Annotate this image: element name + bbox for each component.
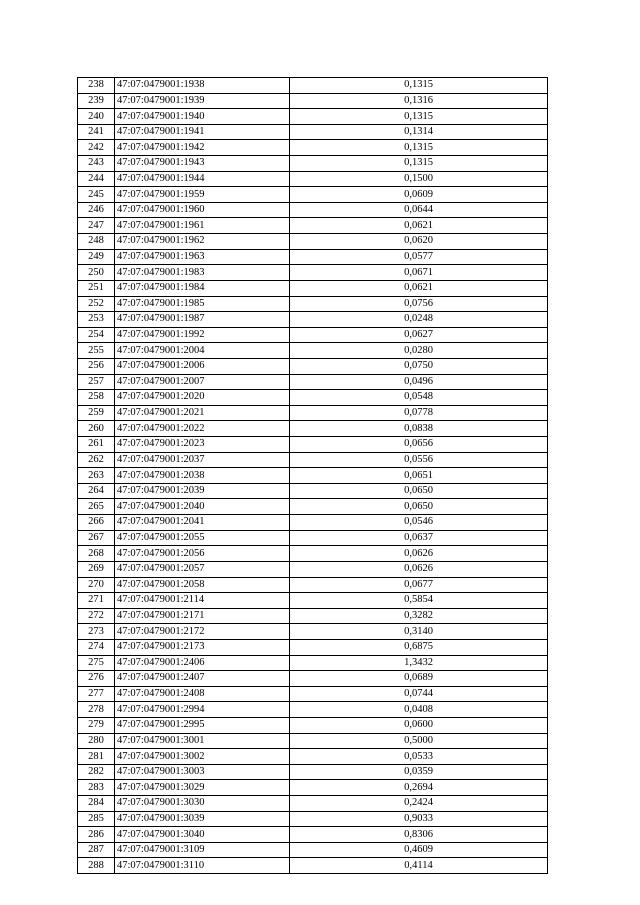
table-row — [78, 249, 548, 265]
row-number-cell: 243 — [78, 156, 115, 172]
cadastral-number-cell: 47:07:0479001:2057 — [115, 561, 290, 577]
table-row — [78, 593, 548, 609]
cadastral-number-cell: 47:07:0479001:1959 — [115, 187, 290, 203]
area-value-cell: 0,0621 — [290, 218, 548, 234]
table-row — [78, 624, 548, 640]
table-row — [78, 187, 548, 203]
cadastral-number-cell: 47:07:0479001:2006 — [115, 358, 290, 374]
area-value-cell: 0,0627 — [290, 327, 548, 343]
table-row — [78, 390, 548, 406]
table-row — [78, 608, 548, 624]
row-number-cell: 239 — [78, 93, 115, 109]
cadastral-number-cell: 47:07:0479001:2037 — [115, 452, 290, 468]
area-value-cell: 0,4114 — [290, 858, 548, 874]
area-value-cell: 0,1314 — [290, 124, 548, 140]
table-row — [78, 296, 548, 312]
cadastral-number-cell: 47:07:0479001:3109 — [115, 842, 290, 858]
table-row — [78, 577, 548, 593]
row-number-cell: 240 — [78, 109, 115, 125]
cadastral-number-cell: 47:07:0479001:2007 — [115, 374, 290, 390]
row-number-cell: 272 — [78, 608, 115, 624]
cadastral-number-cell: 47:07:0479001:1984 — [115, 280, 290, 296]
row-number-cell: 266 — [78, 515, 115, 531]
table-row — [78, 499, 548, 515]
table-row — [78, 842, 548, 858]
row-number-cell: 281 — [78, 749, 115, 765]
row-number-cell: 251 — [78, 280, 115, 296]
table-row — [78, 796, 548, 812]
cadastral-number-cell: 47:07:0479001:1938 — [115, 78, 290, 94]
row-number-cell: 252 — [78, 296, 115, 312]
cadastral-number-cell: 47:07:0479001:2172 — [115, 624, 290, 640]
table-row — [78, 671, 548, 687]
table-row — [78, 858, 548, 874]
table-row — [78, 764, 548, 780]
cadastral-number-cell: 47:07:0479001:3040 — [115, 827, 290, 843]
row-number-cell: 278 — [78, 702, 115, 718]
table-row — [78, 343, 548, 359]
table-row — [78, 749, 548, 765]
cadastral-number-cell: 47:07:0479001:2023 — [115, 437, 290, 453]
row-number-cell: 274 — [78, 639, 115, 655]
area-value-cell: 0,2424 — [290, 796, 548, 812]
row-number-cell: 275 — [78, 655, 115, 671]
area-value-cell: 0,6875 — [290, 639, 548, 655]
area-value-cell: 0,5854 — [290, 593, 548, 609]
table-row — [78, 717, 548, 733]
cadastral-number-cell: 47:07:0479001:1960 — [115, 202, 290, 218]
table-row — [78, 234, 548, 250]
row-number-cell: 250 — [78, 265, 115, 281]
row-number-cell: 264 — [78, 483, 115, 499]
row-number-cell: 249 — [78, 249, 115, 265]
area-value-cell: 0,1500 — [290, 171, 548, 187]
area-value-cell: 0,0750 — [290, 358, 548, 374]
cadastral-number-cell: 47:07:0479001:3030 — [115, 796, 290, 812]
area-value-cell: 0,0556 — [290, 452, 548, 468]
row-number-cell: 244 — [78, 171, 115, 187]
row-number-cell: 253 — [78, 312, 115, 328]
cadastral-number-cell: 47:07:0479001:2040 — [115, 499, 290, 515]
area-value-cell: 0,0280 — [290, 343, 548, 359]
cadastral-number-cell: 47:07:0479001:1940 — [115, 109, 290, 125]
row-number-cell: 271 — [78, 593, 115, 609]
row-number-cell: 256 — [78, 358, 115, 374]
row-number-cell: 254 — [78, 327, 115, 343]
area-value-cell: 0,0656 — [290, 437, 548, 453]
cadastral-number-cell: 47:07:0479001:1939 — [115, 93, 290, 109]
table-row — [78, 437, 548, 453]
area-value-cell: 0,1315 — [290, 140, 548, 156]
area-value-cell: 0,5000 — [290, 733, 548, 749]
row-number-cell: 238 — [78, 78, 115, 94]
row-number-cell: 262 — [78, 452, 115, 468]
table-row — [78, 452, 548, 468]
row-number-cell: 282 — [78, 764, 115, 780]
cadastral-number-cell: 47:07:0479001:1987 — [115, 312, 290, 328]
cadastral-number-cell: 47:07:0479001:3001 — [115, 733, 290, 749]
table-row — [78, 140, 548, 156]
area-value-cell: 0,1315 — [290, 78, 548, 94]
cadastral-number-cell: 47:07:0479001:3002 — [115, 749, 290, 765]
table-row — [78, 218, 548, 234]
area-value-cell: 0,0756 — [290, 296, 548, 312]
area-value-cell: 0,0744 — [290, 686, 548, 702]
area-value-cell: 0,2694 — [290, 780, 548, 796]
cadastral-number-cell: 47:07:0479001:1941 — [115, 124, 290, 140]
area-value-cell: 0,0637 — [290, 530, 548, 546]
area-value-cell: 0,0496 — [290, 374, 548, 390]
table-row — [78, 280, 548, 296]
row-number-cell: 268 — [78, 546, 115, 562]
area-value-cell: 0,0546 — [290, 515, 548, 531]
cadastral-number-cell: 47:07:0479001:2039 — [115, 483, 290, 499]
row-number-cell: 248 — [78, 234, 115, 250]
row-number-cell: 242 — [78, 140, 115, 156]
row-number-cell: 277 — [78, 686, 115, 702]
row-number-cell: 269 — [78, 561, 115, 577]
cadastral-number-cell: 47:07:0479001:2058 — [115, 577, 290, 593]
table-row — [78, 468, 548, 484]
row-number-cell: 259 — [78, 405, 115, 421]
area-value-cell: 0,0609 — [290, 187, 548, 203]
table-row — [78, 156, 548, 172]
cadastral-number-cell: 47:07:0479001:3003 — [115, 764, 290, 780]
area-value-cell: 0,9033 — [290, 811, 548, 827]
cadastral-number-cell: 47:07:0479001:1983 — [115, 265, 290, 281]
table-row — [78, 171, 548, 187]
table-row — [78, 124, 548, 140]
cadastral-number-cell: 47:07:0479001:2173 — [115, 639, 290, 655]
parcel-table — [77, 77, 548, 874]
row-number-cell: 258 — [78, 390, 115, 406]
row-number-cell: 276 — [78, 671, 115, 687]
row-number-cell: 267 — [78, 530, 115, 546]
area-value-cell: 0,0248 — [290, 312, 548, 328]
row-number-cell: 283 — [78, 780, 115, 796]
cadastral-number-cell: 47:07:0479001:1944 — [115, 171, 290, 187]
area-value-cell: 1,3432 — [290, 655, 548, 671]
cadastral-number-cell: 47:07:0479001:2995 — [115, 717, 290, 733]
area-value-cell: 0,0650 — [290, 499, 548, 515]
area-value-cell: 0,3282 — [290, 608, 548, 624]
table-row — [78, 546, 548, 562]
table-row — [78, 78, 548, 94]
row-number-cell: 255 — [78, 343, 115, 359]
table-row — [78, 686, 548, 702]
cadastral-number-cell: 47:07:0479001:1942 — [115, 140, 290, 156]
cadastral-number-cell: 47:07:0479001:3039 — [115, 811, 290, 827]
table-row — [78, 483, 548, 499]
cadastral-number-cell: 47:07:0479001:2406 — [115, 655, 290, 671]
table-row — [78, 827, 548, 843]
table-row — [78, 733, 548, 749]
table-row — [78, 374, 548, 390]
area-value-cell: 0,0651 — [290, 468, 548, 484]
row-number-cell: 241 — [78, 124, 115, 140]
row-number-cell: 261 — [78, 437, 115, 453]
parcel-table-body — [78, 78, 548, 874]
cadastral-number-cell: 47:07:0479001:2038 — [115, 468, 290, 484]
area-value-cell: 0,1316 — [290, 93, 548, 109]
row-number-cell: 263 — [78, 468, 115, 484]
area-value-cell: 0,0644 — [290, 202, 548, 218]
cadastral-number-cell: 47:07:0479001:1943 — [115, 156, 290, 172]
table-row — [78, 405, 548, 421]
area-value-cell: 0,0600 — [290, 717, 548, 733]
area-value-cell: 0,4609 — [290, 842, 548, 858]
row-number-cell: 284 — [78, 796, 115, 812]
row-number-cell: 287 — [78, 842, 115, 858]
area-value-cell: 0,0577 — [290, 249, 548, 265]
area-value-cell: 0,0626 — [290, 561, 548, 577]
table-row — [78, 639, 548, 655]
table-row — [78, 265, 548, 281]
cadastral-number-cell: 47:07:0479001:2020 — [115, 390, 290, 406]
table-row — [78, 202, 548, 218]
area-value-cell: 0,0838 — [290, 421, 548, 437]
area-value-cell: 0,0677 — [290, 577, 548, 593]
table-row — [78, 327, 548, 343]
cadastral-number-cell: 47:07:0479001:1961 — [115, 218, 290, 234]
cadastral-number-cell: 47:07:0479001:2004 — [115, 343, 290, 359]
row-number-cell: 246 — [78, 202, 115, 218]
table-row — [78, 358, 548, 374]
row-number-cell: 288 — [78, 858, 115, 874]
cadastral-number-cell: 47:07:0479001:2407 — [115, 671, 290, 687]
cadastral-number-cell: 47:07:0479001:2055 — [115, 530, 290, 546]
table-row — [78, 561, 548, 577]
row-number-cell: 285 — [78, 811, 115, 827]
area-value-cell: 0,0778 — [290, 405, 548, 421]
cadastral-number-cell: 47:07:0479001:3029 — [115, 780, 290, 796]
area-value-cell: 0,0359 — [290, 764, 548, 780]
area-value-cell: 0,0689 — [290, 671, 548, 687]
cadastral-number-cell: 47:07:0479001:2408 — [115, 686, 290, 702]
cadastral-number-cell: 47:07:0479001:2171 — [115, 608, 290, 624]
area-value-cell: 0,0650 — [290, 483, 548, 499]
cadastral-number-cell: 47:07:0479001:1985 — [115, 296, 290, 312]
table-row — [78, 702, 548, 718]
area-value-cell: 0,0626 — [290, 546, 548, 562]
table-row — [78, 109, 548, 125]
cadastral-number-cell: 47:07:0479001:3110 — [115, 858, 290, 874]
row-number-cell: 257 — [78, 374, 115, 390]
row-number-cell: 286 — [78, 827, 115, 843]
cadastral-number-cell: 47:07:0479001:1962 — [115, 234, 290, 250]
table-row — [78, 93, 548, 109]
table-row — [78, 780, 548, 796]
area-value-cell: 0,0620 — [290, 234, 548, 250]
area-value-cell: 0,3140 — [290, 624, 548, 640]
area-value-cell: 0,1315 — [290, 156, 548, 172]
row-number-cell: 265 — [78, 499, 115, 515]
cadastral-number-cell: 47:07:0479001:2994 — [115, 702, 290, 718]
row-number-cell: 245 — [78, 187, 115, 203]
table-row — [78, 515, 548, 531]
area-value-cell: 0,0621 — [290, 280, 548, 296]
row-number-cell: 273 — [78, 624, 115, 640]
area-value-cell: 0,0671 — [290, 265, 548, 281]
row-number-cell: 279 — [78, 717, 115, 733]
row-number-cell: 270 — [78, 577, 115, 593]
cadastral-number-cell: 47:07:0479001:2021 — [115, 405, 290, 421]
row-number-cell: 280 — [78, 733, 115, 749]
cadastral-number-cell: 47:07:0479001:2056 — [115, 546, 290, 562]
table-row — [78, 312, 548, 328]
area-value-cell: 0,1315 — [290, 109, 548, 125]
table-row — [78, 530, 548, 546]
area-value-cell: 0,8306 — [290, 827, 548, 843]
cadastral-number-cell: 47:07:0479001:2022 — [115, 421, 290, 437]
area-value-cell: 0,0548 — [290, 390, 548, 406]
row-number-cell: 247 — [78, 218, 115, 234]
area-value-cell: 0,0533 — [290, 749, 548, 765]
cadastral-number-cell: 47:07:0479001:1963 — [115, 249, 290, 265]
cadastral-number-cell: 47:07:0479001:1992 — [115, 327, 290, 343]
row-number-cell: 260 — [78, 421, 115, 437]
cadastral-number-cell: 47:07:0479001:2114 — [115, 593, 290, 609]
table-row — [78, 421, 548, 437]
area-value-cell: 0,0408 — [290, 702, 548, 718]
cadastral-number-cell: 47:07:0479001:2041 — [115, 515, 290, 531]
table-row — [78, 655, 548, 671]
table-row — [78, 811, 548, 827]
